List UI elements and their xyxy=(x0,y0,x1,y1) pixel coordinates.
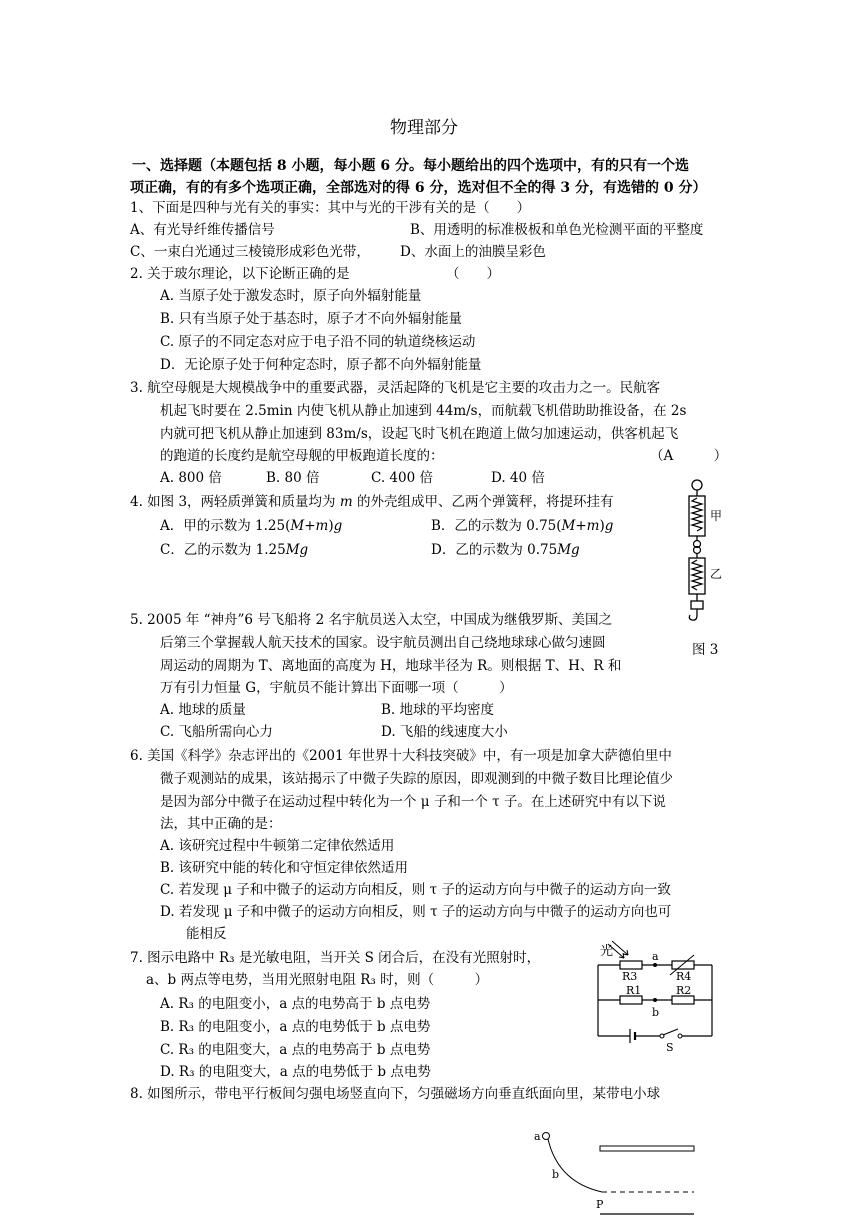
section-heading-line-2: 项正确，有的有多个选项正确，全部选对的得 6 分，选对但不全的得 3 分，有选错的 0 分） xyxy=(130,180,707,196)
plates-figure xyxy=(530,1120,710,1216)
q4-a-var: M+m xyxy=(290,518,329,534)
q6-option-d-line-2: 能相反 xyxy=(186,926,227,942)
q4-option-d xyxy=(431,540,580,560)
q6-line-1: 6. 美国《科学》杂志评出的《2001 年世界十大科技突破》中，有一项是加拿大萨德伯里中 xyxy=(130,748,672,764)
q6-option-d-line-1: D. 若发现 μ 子和中微子的运动方向相反，则 τ 子的运动方向与中微子的运动方向也可 xyxy=(160,904,672,920)
top-ring xyxy=(692,480,702,490)
q4-d-pre: D．乙的示数为 0.75 xyxy=(431,542,558,558)
ball xyxy=(543,1133,550,1140)
q3-option-d: D. 40 倍 xyxy=(491,470,545,486)
q5-line-3: 周运动的周期为 T、离地面的高度为 H，地球半径为 R。则根据 T、H、R 和 xyxy=(160,658,622,674)
q3-option-c: C. 400 倍 xyxy=(371,470,433,486)
resistor-r1 xyxy=(620,996,642,1004)
q2-option-d: D．无论原子处于何种定态时，原子都不向外辐射能量 xyxy=(160,357,482,373)
label-s: S xyxy=(666,1041,674,1054)
q3-line-2: 机起飞时要在 2.5min 内使飞机从静止加速到 44m/s，而航载飞机借助助推设备，在 2s xyxy=(160,403,687,419)
spring-balance-figure xyxy=(680,478,740,638)
q6-line-3: 是因为部分中微子在运动过程中转化为一个 μ 子和一个 τ 子。在上述研究中有以下说 xyxy=(160,794,666,810)
q2-option-b: B. 只有当原子处于基态时，原子才不向外辐射能量 xyxy=(160,311,463,327)
q5-line-4: 万有引力恒量 G，宇航员不能计算出下面哪一项（ ） xyxy=(160,680,513,696)
q4-b-pre: B．乙的示数为 0.75( xyxy=(431,518,562,534)
node-b xyxy=(653,998,657,1002)
label-r4: R4 xyxy=(676,970,692,983)
q2-option-c: C. 原子的不同定态对应于电子沿不同的轨道绕核运动 xyxy=(160,334,476,350)
q1-option-a: A、有光导纤维传播信号 xyxy=(130,222,275,238)
q4-stem-pre: 4. 如图 3，两轻质弹簧和质量均为 xyxy=(130,494,340,510)
q1-stem: 1、下面是四种与光有关的事实：其中与光的干涉有关的是（ ） xyxy=(130,200,531,216)
q2-stem: 2. 关于玻尔理论，以下论断正确的是 xyxy=(130,266,350,282)
q4-d-var: Mg xyxy=(557,542,580,558)
q7-option-a: A. R₃ 的电阻变小，a 点的电势高于 b 点电势 xyxy=(160,996,431,1012)
q3-answer: （A ） xyxy=(650,448,728,464)
q7-option-c: C. R₃ 的电阻变大，a 点的电势高于 b 点电势 xyxy=(160,1042,431,1058)
q4-option-c xyxy=(160,540,308,560)
trajectory xyxy=(548,1139,602,1192)
q5-line-2: 后第三个掌握载人航天技术的国家。设宇航员测出自己绕地球球心做匀速圆 xyxy=(160,635,606,651)
q7-line-2: a、b 两点等电势，当用光照射电阻 R₃ 时，则（ ） xyxy=(146,972,489,988)
q3-line-3: 内就可把飞机从静止加速到 83m/s，设起飞时飞机在跑道上做匀加速运动，供客机起飞 xyxy=(160,426,679,442)
label-a: a xyxy=(652,950,659,963)
yi-spring xyxy=(692,560,702,590)
q6-option-c: C. 若发现 μ 子和中微子的运动方向相反，则 τ 子的运动方向与中微子的运动方向一致 xyxy=(160,882,671,898)
figure-3-caption: 图 3 xyxy=(692,642,719,658)
q5-line-1: 5. 2005 年 “神舟”6 号飞船将 2 名宇航员送入太空，中国成为继俄罗斯、美国之 xyxy=(130,612,612,628)
q7-line-1: 7. 图示电路中 R₃ 是光敏电阻，当开关 S 闭合后，在没有光照射时， xyxy=(130,950,541,966)
label-p: P xyxy=(596,1198,604,1211)
q5-option-b: B. 地球的平均密度 xyxy=(381,702,495,718)
q1-option-d: D、水面上的油膜呈彩色 xyxy=(400,244,546,260)
top-plate xyxy=(600,1146,694,1151)
q4-b-post: ) xyxy=(599,518,605,534)
label-b: b xyxy=(652,1006,660,1019)
switch-contact-2 xyxy=(678,1034,682,1038)
q6-line-2: 微子观测站的成果，该站揭示了中微子失踪的原因，即观测到的中微子数目比理论值少 xyxy=(160,771,673,787)
q6-option-b: B. 该研究中能的转化和守恒定律依然适用 xyxy=(160,860,409,876)
q5-option-a: A. 地球的质量 xyxy=(160,702,246,718)
resistor-r4 xyxy=(672,961,694,969)
q4-stem xyxy=(130,492,613,512)
q2-option-a: A. 当原子处于激发态时，原子向外辐射能量 xyxy=(160,288,422,304)
q7-option-b: B. R₃ 的电阻变小，a 点的电势低于 b 点电势 xyxy=(160,1019,431,1035)
q5-option-c: C. 飞船所需向心力 xyxy=(160,724,273,740)
hanging-weight xyxy=(691,601,703,609)
label-r1: R1 xyxy=(626,984,642,997)
q4-b-var: M+m xyxy=(561,518,600,534)
label-yi: 乙 xyxy=(710,567,723,581)
q4-c-var: Mg xyxy=(285,542,309,558)
resistor-r3 xyxy=(620,961,642,969)
q4-stem-post: 的外壳组成甲、乙两个弹簧秤，将提环挂有 xyxy=(352,494,614,510)
q6-line-4: 法，其中正确的是： xyxy=(160,816,282,832)
q5-option-d: D. 飞船的线速度大小 xyxy=(381,724,508,740)
q2-paren: （ ） xyxy=(446,266,500,282)
node-a xyxy=(653,963,657,967)
q4-c-pre: C．乙的示数为 1.25 xyxy=(160,542,286,558)
q8-line-1: 8. 如图所示，带电平行板间匀强电场竖直向下，匀强磁场方向垂直纸面向里，某带电小球 xyxy=(130,1086,661,1102)
q4-stem-var: m xyxy=(339,494,353,510)
q3-line-1: 3. 航空母舰是大规模战争中的重要武器，灵活起降的飞机是它主要的攻击力之一。民航客 xyxy=(130,380,661,396)
q4-option-a xyxy=(160,516,342,536)
label-r2: R2 xyxy=(676,984,692,997)
circuit-figure xyxy=(590,938,720,1058)
label-light: 光 xyxy=(600,944,614,959)
q4-a-g: g xyxy=(333,518,343,534)
label-jia: 甲 xyxy=(710,509,723,523)
resistor-r2 xyxy=(672,996,694,1004)
q4-option-b xyxy=(431,516,613,536)
q1-option-c: C、一束白光通过三棱镜形成彩色光带， xyxy=(130,244,370,260)
q3-option-a: A. 800 倍 xyxy=(160,470,222,486)
page-title: 物理部分 xyxy=(390,118,458,138)
q1-option-b: B、用透明的标准极板和单色光检测平面的平整度 xyxy=(410,222,704,238)
q7-option-d: D. R₃ 的电阻变大，a 点的电势低于 b 点电势 xyxy=(160,1064,431,1080)
label-b: b xyxy=(552,1168,560,1181)
q3-option-b: B. 80 倍 xyxy=(266,470,320,486)
section-heading-line-1: 一、选择题（本题包括 8 小题，每小题 6 分。每小题给出的四个选项中，有的只有一个选 xyxy=(132,158,689,174)
switch-blade xyxy=(663,1029,678,1035)
q6-option-a: A. 该研究过程中牛顿第二定律依然适用 xyxy=(160,838,395,854)
label-r3: R3 xyxy=(622,970,638,983)
q3-line-4: 的跑道的长度约是航空母舰的甲板跑道长度的： xyxy=(160,448,444,464)
q4-a-pre: A．甲的示数为 1.25( xyxy=(160,518,291,534)
jia-spring xyxy=(692,498,702,531)
q4-a-post: ) xyxy=(328,518,334,534)
q4-b-g: g xyxy=(604,518,614,534)
light-ray-2 xyxy=(612,941,628,955)
label-a: a xyxy=(534,1130,541,1143)
hook xyxy=(689,609,697,620)
